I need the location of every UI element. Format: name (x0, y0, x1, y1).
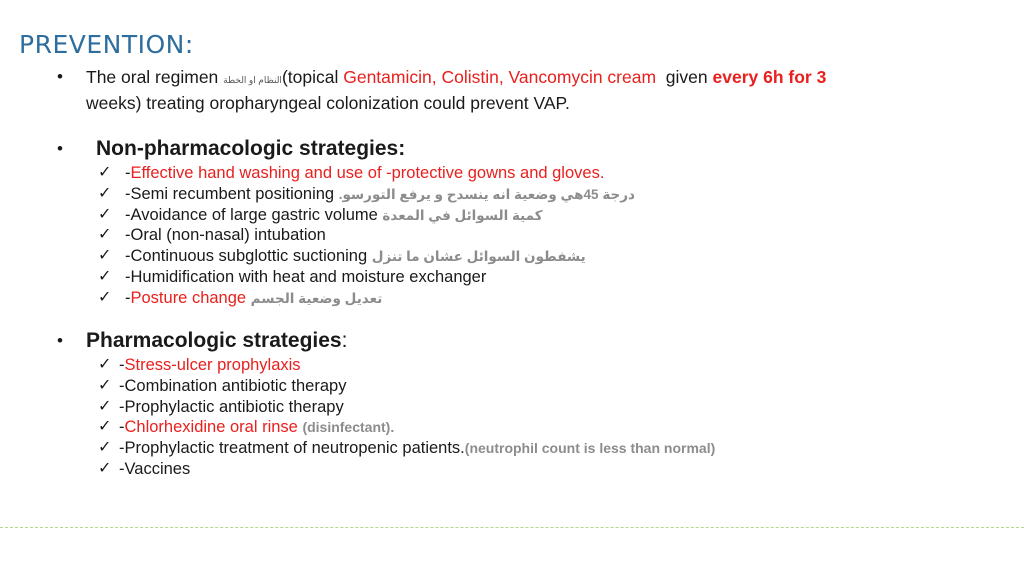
footer-divider (0, 527, 1024, 528)
check-icon: ✓ (98, 205, 112, 223)
arabic-note: تعديل وضعية الجسم (250, 290, 383, 306)
check-icon: ✓ (98, 226, 112, 244)
gray-note: (disinfectant). (302, 419, 395, 436)
topical-text: (topical (281, 67, 344, 87)
bullet-dot: • (57, 139, 63, 158)
bullet-dot: • (57, 67, 63, 86)
arabic-note: كمية السوائل في المعدة (382, 207, 543, 223)
check-icon: ✓ (98, 439, 112, 457)
list-item: ✓ -Effective hand washing and use of -protective gowns and gloves. (98, 164, 605, 182)
list-item: ✓ -Avoidance of large gastric volume كمية السوائل في المعدة (98, 205, 543, 224)
check-icon: ✓ (98, 267, 112, 285)
oral-regimen-prefix: The oral regimen (86, 67, 219, 87)
check-icon: ✓ (98, 459, 112, 477)
list-item: ✓ -Combination antibiotic therapy (98, 376, 347, 395)
drug-names: Gentamicin, Colistin, Vancomycin cream (343, 67, 657, 87)
list-item: ✓ -Semi recumbent positioning درجة 45هي وضعية انه ينسدح و يرفع التورسو. (98, 184, 635, 203)
list-item: ✓ -Chlorhexidine oral rinse (disinfectant). (98, 418, 395, 437)
list-item: ✓ -Vaccines (98, 459, 191, 478)
nonpharm-heading: Non-pharmacologic strategies: (96, 137, 406, 160)
list-item: ✓ -Oral (non-nasal) intubation (98, 226, 326, 245)
list-item: ✓ -Continuous subglottic suctioning يشفطون السوائل عشان ما تنزل (98, 247, 586, 266)
check-icon: ✓ (98, 184, 112, 202)
pharm-heading: Pharmacologic strategies: (86, 329, 348, 352)
list-item: ✓ -Prophylactic antibiotic therapy (98, 397, 344, 416)
check-icon: ✓ (98, 247, 112, 265)
arabic-note: يشفطون السوائل عشان ما تنزل (371, 249, 586, 265)
check-icon: ✓ (98, 288, 112, 306)
list-item: ✓ -Posture change تعديل وضعية الجسم (98, 288, 383, 307)
check-icon: ✓ (98, 356, 112, 373)
arabic-note: درجة 45هي وضعية انه ينسدح و يرفع التورسو. (338, 186, 635, 202)
gray-note: (neutrophil count is less than normal) (464, 440, 716, 457)
arabic-note-regimen: النظام او الخطة (223, 75, 282, 85)
slide-title: PREVENTION: (19, 30, 194, 59)
check-icon: ✓ (98, 418, 112, 436)
list-item: ✓ -Stress-ulcer prophylaxis (98, 356, 301, 374)
list-item: ✓ -Humidification with heat and moisture exchanger (98, 267, 487, 286)
nonpharm-list (98, 163, 635, 309)
given-text: given (656, 67, 713, 87)
check-icon: ✓ (98, 397, 112, 415)
oral-regimen-line1 (86, 67, 826, 88)
check-icon: ✓ (98, 376, 112, 394)
check-icon: ✓ (98, 164, 112, 181)
pharm-list (98, 355, 715, 480)
frequency-text: every 6h for 3 (712, 67, 827, 87)
bullet-dot: • (57, 331, 63, 350)
oral-regimen-line2: weeks) treating oropharyngeal colonization could prevent VAP. (86, 93, 570, 113)
list-item: ✓ -Prophylactic treatment of neutropenic patients.(neutrophil count is less than normal) (98, 439, 716, 458)
